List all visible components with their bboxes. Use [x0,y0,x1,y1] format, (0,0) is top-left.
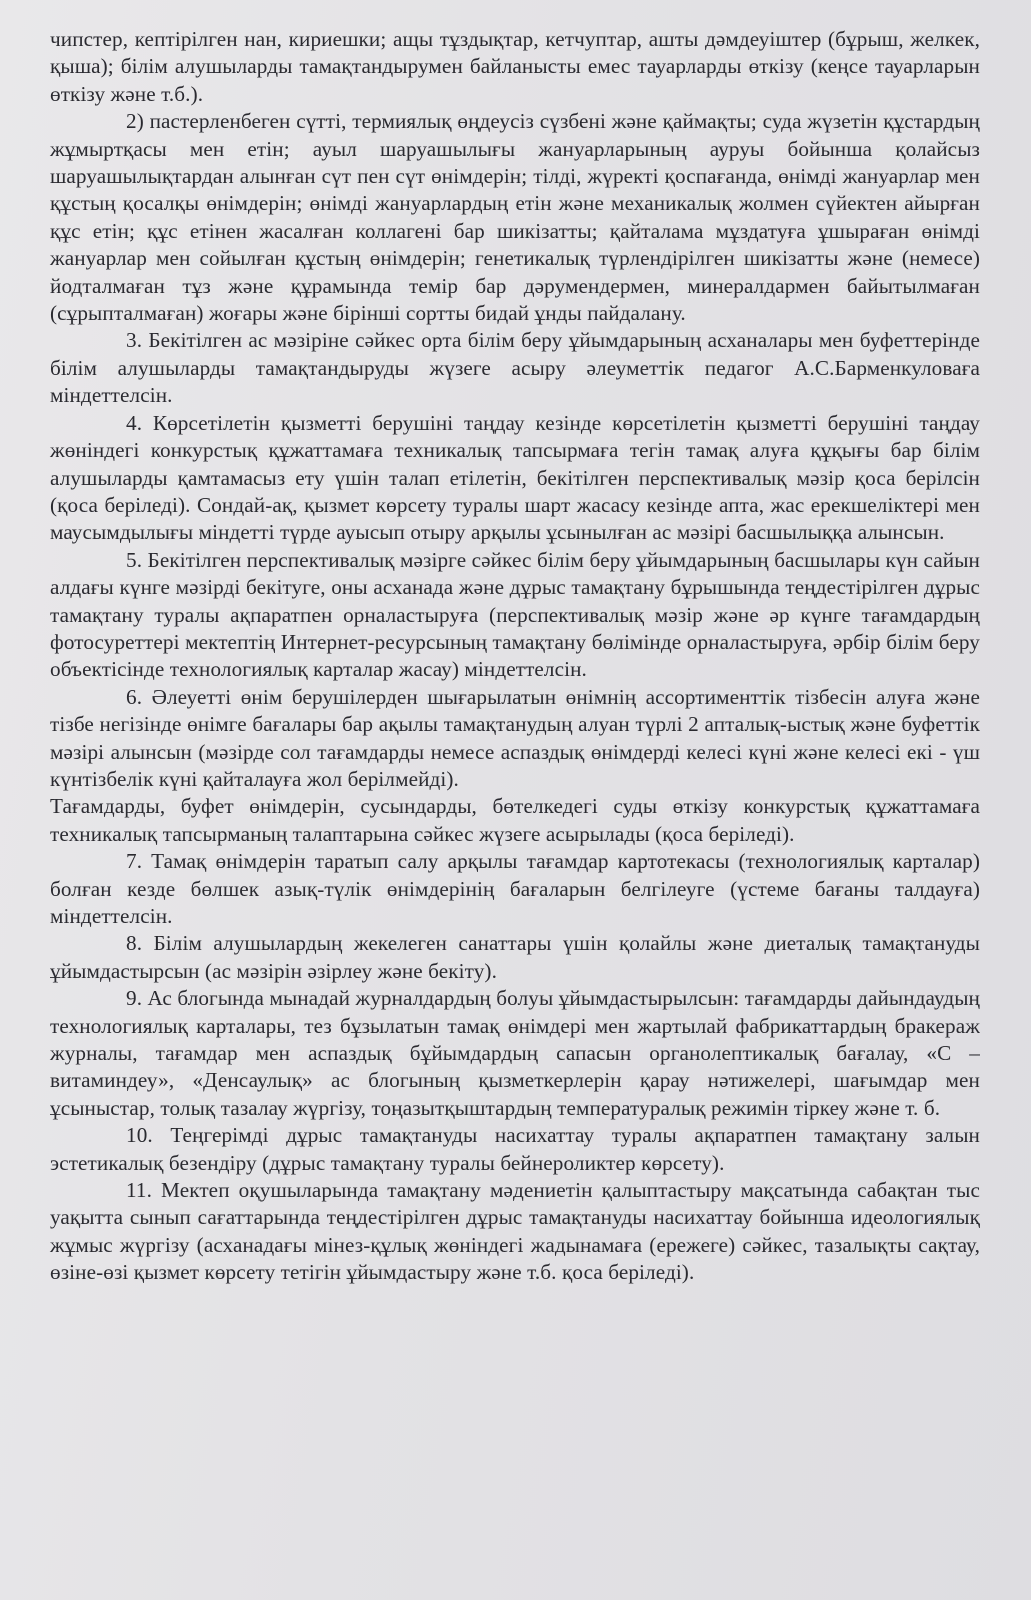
paragraph-item-6-note: Тағамдарды, буфет өнімдерін, сусындарды, бөтелкедегі суды өткізу конкурстық құжаттамаға техникалық тапсырманың талаптарына сәйкес жүзеге асырылады (қоса беріледі). [50,794,980,846]
paragraph-continuation: чипстер, кептірілген нан, кириешки; ащы тұздықтар, кетчуптар, ашты дәмдеуіштер (бұрыш, желкек, қыша); білім алушыларды тамақтандырумен байланысты емес тауарларды өткізу (кеңсе тауарларын өткізу және т.б.). [50,27,980,106]
paragraph-item-5: 5. Бекітілген перспективалық мәзірге сәйкес білім беру ұйымдарының басшылары күн сайын алдағы күнге мәзірді бекітуге, оны асханада және дұрыс тамақтану бұрышында теңдестірілген дұрыс тамақтану туралы ақпаратпен орналастыруға (перспективалық мәзір және әр күнге тағамдардың фотосуреттері мектептің Интернет-ресурсының тамақтану бөлімінде орналастыруға, әрбір білім беру объектісінде технологиялық карталар жасау) міндеттелсін. [50,547,980,682]
paragraph-item-11: 11. Мектеп оқушыларында тамақтану мәдениетін қалыптастыру мақсатында сабақтан тыс уақытта сынып сағаттарында теңдестірілген дұрыс тамақтануды насихаттау бойынша идеологиялық жұмыс жүргізу (асханадағы мінез-құлық жөніндегі жадынамаға (ережеге) сәйкес, тазалықты сақтау, өзіне-өзі қызмет көрсету тетігін ұйымдастыру және т.б. қоса беріледі). [50,1178,980,1285]
paragraph-item-4: 4. Көрсетілетін қызметті берушіні таңдау кезінде көрсетілетін қызметті берушіні таңдау жөніндегі конкурстық құжаттамаға техникалық тапсырмаға тегін тамақ алуға құқығы бар білім алушыларды қамтамасыз ету үшін талап етілетін, бекітілген перспективалық мәзір қоса берілсін (қоса беріледі). Сондай-ақ, қызмет көрсету туралы шарт жасасу кезінде апта, жас ерекшеліктері мен маусымдылығы міндетті түрде ауысып отыру арқылы ұсынылған ас мәзірі басшылыққа алынсын. [50,410,980,545]
paragraph-item-8: 8. Білім алушылардың жекелеген санаттары үшін қолайлы және диеталық тамақтануды ұйымдастырсын (ас мәзірін әзірлеу және бекіту). [50,931,980,983]
paragraph-item-7: 7. Тамақ өнімдерін таратып салу арқылы тағамдар картотекасы (технологиялық карталар) болған кезде бөлшек азық-түлік өнімдерінің бағаларын белгілеуге (үстеме бағаны талдауға) міндеттелсін. [50,849,980,928]
paragraph-item-3: 3. Бекітілген ас мәзіріне сәйкес орта білім беру ұйымдарының асханалары мен буфеттерінде білім алушыларды тамақтандыруды жүзеге асыру әлеуметтік педагог А.С.Барменкуловаға міндеттелсін. [50,328,980,408]
paragraph-item-6: 6. Әлеуетті өнім берушілерден шығарылатын өнімнің ассортименттік тізбесін алуға және тізбе негізінде өнімге бағалары бар ақылы тамақтанудың алуан түрлі 2 апталық-ыстық және буфеттік мәзірі алынсын (мәзірде сол тағамдарды немесе аспаздық өнімдерді келесі күні және келесі екі - үш күнтізбелік күні қайталауға жол берілмейді). [50,684,980,791]
paragraph-item-9: 9. Ас блогында мынадай журналдардың болуы ұйымдастырылсын: тағамдарды дайындаудың технологиялық карталары, тез бұзылатын тамақ өнімдері мен жартылай фабрикаттардың бракераж журналы, тағамдар мен аспаздық бұйымдардың сапасын органолептикалық бағалау, «С – витаминдеу», «Денсаулық» ас блогының қызметкерлерін қарау нәтижелері, шағымдар мен ұсыныстар, толық тазалау жүргізу, тоңазытқыштардың температуралық режимін тіркеу және т. б. [50,986,980,1120]
paragraph-item-2: 2) пастерленбеген сүтті, термиялық өңдеусіз сүзбені және қаймақты; суда жүзетін құстардың жұмыртқасы мен етін; ауыл шаруашылығы жануарларының ауруы бойынша қолайсыз шаруашылықтардан алынған сүт пен сүт өнімдерін; тілді, жүректі қоспағанда, өнімді жануарлар мен құстың қосалқы өнімдерін; өнімді жануарлардың етін және механикалық жолмен сүйектен айырған құс етін; құс етінен жасалған коллагені бар шикізатты; қайталама мұздатуға ұшыраған өнімді жануарлар мен сойылған құстың өнімдерін; генетикалық түрлендірілген шикізатты және (немесе) йодталмаған тұз және құрамында темір бар дәрумендермен, минералдармен байытылмаған (сұрыпталмаған) жоғары және бірінші сортты бидай ұнды пайдалану. [50,109,980,326]
document-body [50,26,980,1287]
paragraph-item-10: 10. Теңгерімді дұрыс тамақтануды насихаттау туралы ақпаратпен тамақтану залын эстетикалық безендіру (дұрыс тамақтану туралы бейнероликтер көрсету). [50,1123,980,1175]
